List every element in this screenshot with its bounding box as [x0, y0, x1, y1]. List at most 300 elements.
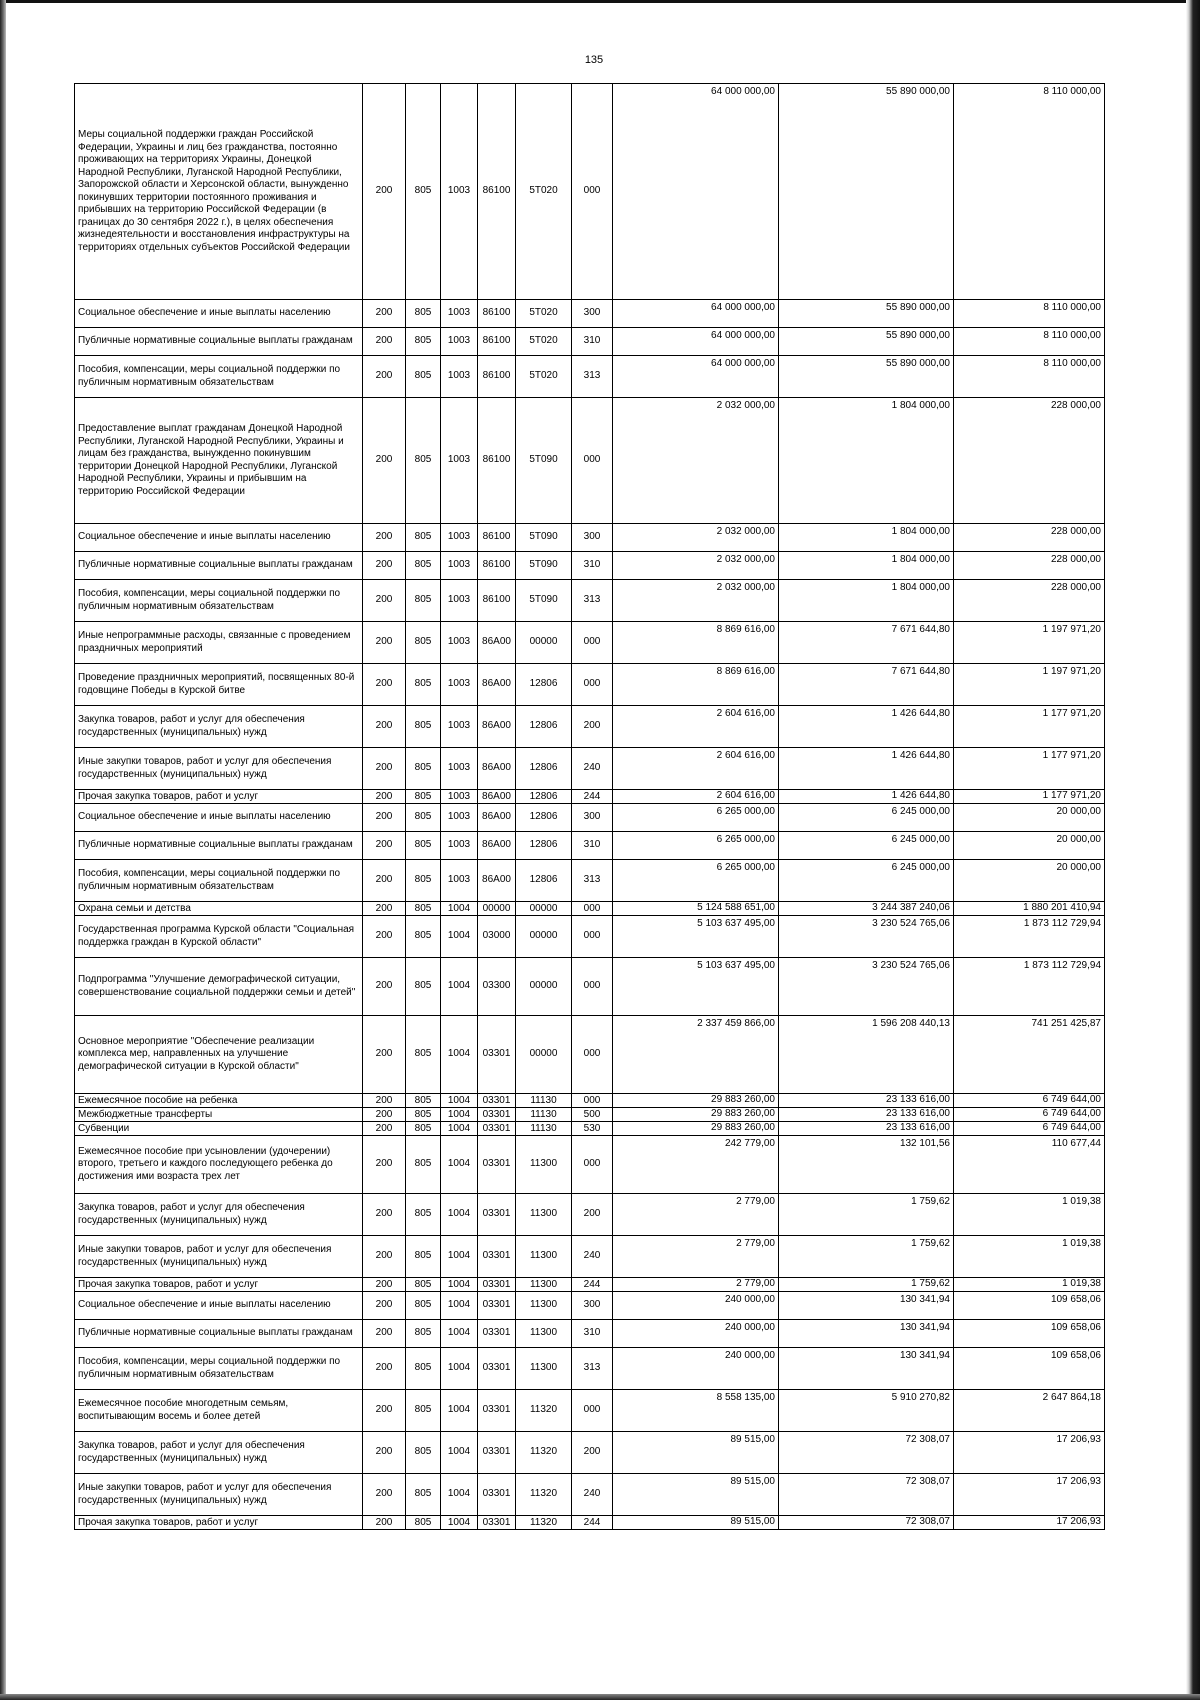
row-name: Социальное обеспечение и иные выплаты населению: [75, 300, 363, 328]
amount-regional: 8 110 000,00: [954, 356, 1105, 398]
table-row: [75, 1348, 1105, 1390]
amount-federal: 72 308,07: [779, 1516, 954, 1530]
row-name: Публичные нормативные социальные выплаты гражданам: [75, 1320, 363, 1348]
code-ministry: 805: [406, 664, 441, 706]
row-name: Социальное обеспечение и иные выплаты населению: [75, 1292, 363, 1320]
code-expense-type: 000: [572, 664, 613, 706]
table-row: [75, 1236, 1105, 1278]
code-expense-type: 000: [572, 1390, 613, 1432]
code-section: 1004: [441, 1320, 478, 1348]
amount-regional: 109 658,06: [954, 1348, 1105, 1390]
table-row: [75, 1278, 1105, 1292]
amount-federal: 6 245 000,00: [779, 860, 954, 902]
code-admin: 200: [363, 1432, 406, 1474]
code-expense-type: 240: [572, 1236, 613, 1278]
code-ministry: 805: [406, 790, 441, 804]
code-ministry: 805: [406, 958, 441, 1016]
code-expense-type: 300: [572, 300, 613, 328]
code-item: 5Т020: [516, 356, 572, 398]
code-ministry: 805: [406, 1122, 441, 1136]
scan-edge-left: [0, 0, 6, 1700]
code-program: 86А00: [478, 832, 516, 860]
amount-regional: 228 000,00: [954, 552, 1105, 580]
code-admin: 200: [363, 1194, 406, 1236]
code-ministry: 805: [406, 300, 441, 328]
amount-total: 29 883 260,00: [613, 1122, 779, 1136]
code-ministry: 805: [406, 1320, 441, 1348]
amount-regional: 1 197 971,20: [954, 664, 1105, 706]
amount-total: 2 604 616,00: [613, 706, 779, 748]
code-section: 1003: [441, 832, 478, 860]
code-expense-type: 300: [572, 804, 613, 832]
row-name: Пособия, компенсации, меры социальной поддержки по публичным нормативным обязательствам: [75, 580, 363, 622]
code-admin: 200: [363, 832, 406, 860]
code-admin: 200: [363, 916, 406, 958]
code-program: 86100: [478, 524, 516, 552]
code-item: 12806: [516, 706, 572, 748]
code-section: 1004: [441, 1122, 478, 1136]
code-ministry: 805: [406, 1390, 441, 1432]
row-name: Субвенции: [75, 1122, 363, 1136]
amount-federal: 7 671 644,80: [779, 664, 954, 706]
code-program: 03301: [478, 1108, 516, 1122]
code-admin: 200: [363, 1136, 406, 1194]
code-item: 11320: [516, 1474, 572, 1516]
amount-federal: 1 426 644,80: [779, 706, 954, 748]
code-expense-type: 310: [572, 1320, 613, 1348]
row-name: Публичные нормативные социальные выплаты гражданам: [75, 552, 363, 580]
amount-regional: 1 019,38: [954, 1278, 1105, 1292]
amount-total: 2 337 459 866,00: [613, 1016, 779, 1094]
amount-total: 240 000,00: [613, 1292, 779, 1320]
code-ministry: 805: [406, 1016, 441, 1094]
amount-federal: 1 804 000,00: [779, 580, 954, 622]
code-item: 00000: [516, 1016, 572, 1094]
row-name: Публичные нормативные социальные выплаты гражданам: [75, 328, 363, 356]
code-admin: 200: [363, 1016, 406, 1094]
code-admin: 200: [363, 552, 406, 580]
code-ministry: 805: [406, 580, 441, 622]
code-ministry: 805: [406, 1348, 441, 1390]
code-admin: 200: [363, 328, 406, 356]
amount-regional: 20 000,00: [954, 832, 1105, 860]
code-expense-type: 000: [572, 1136, 613, 1194]
amount-total: 64 000 000,00: [613, 328, 779, 356]
code-section: 1004: [441, 916, 478, 958]
table-row: [75, 706, 1105, 748]
amount-regional: 1 019,38: [954, 1194, 1105, 1236]
amount-federal: 130 341,94: [779, 1348, 954, 1390]
code-program: 03301: [478, 1016, 516, 1094]
code-program: 03301: [478, 1136, 516, 1194]
code-admin: 200: [363, 790, 406, 804]
code-expense-type: 313: [572, 580, 613, 622]
code-admin: 200: [363, 958, 406, 1016]
table-row: [75, 804, 1105, 832]
amount-federal: 3 244 387 240,06: [779, 902, 954, 916]
amount-total: 2 779,00: [613, 1236, 779, 1278]
code-program: 86А00: [478, 748, 516, 790]
code-item: 5Т090: [516, 398, 572, 524]
amount-total: 2 032 000,00: [613, 552, 779, 580]
scan-edge-top: [0, 0, 1200, 3]
row-name: Прочая закупка товаров, работ и услуг: [75, 790, 363, 804]
amount-total: 5 124 588 651,00: [613, 902, 779, 916]
row-name: Основное мероприятие "Обеспечение реализации комплекса мер, направленных на улучшение демографической ситуации в Курской области": [75, 1016, 363, 1094]
row-name: Прочая закупка товаров, работ и услуг: [75, 1516, 363, 1530]
code-item: 5Т020: [516, 84, 572, 300]
code-program: 86100: [478, 580, 516, 622]
code-program: 86А00: [478, 622, 516, 664]
code-expense-type: 244: [572, 1278, 613, 1292]
amount-total: 2 032 000,00: [613, 524, 779, 552]
code-admin: 200: [363, 1094, 406, 1108]
table-row: [75, 1474, 1105, 1516]
code-expense-type: 500: [572, 1108, 613, 1122]
amount-regional: 2 647 864,18: [954, 1390, 1105, 1432]
code-item: 12806: [516, 664, 572, 706]
code-section: 1003: [441, 804, 478, 832]
code-item: 12806: [516, 860, 572, 902]
table-row: [75, 902, 1105, 916]
code-expense-type: 240: [572, 748, 613, 790]
code-section: 1003: [441, 790, 478, 804]
amount-regional: 109 658,06: [954, 1320, 1105, 1348]
code-section: 1004: [441, 1016, 478, 1094]
code-program: 86А00: [478, 664, 516, 706]
code-section: 1003: [441, 84, 478, 300]
amount-federal: 1 759,62: [779, 1194, 954, 1236]
code-item: 11300: [516, 1136, 572, 1194]
table-row: [75, 1432, 1105, 1474]
amount-total: 240 000,00: [613, 1320, 779, 1348]
code-ministry: 805: [406, 1236, 441, 1278]
code-program: 86А00: [478, 804, 516, 832]
code-section: 1003: [441, 398, 478, 524]
code-item: 11300: [516, 1292, 572, 1320]
row-name: Иные закупки товаров, работ и услуг для обеспечения государственных (муниципальных) нужд: [75, 1236, 363, 1278]
code-admin: 200: [363, 706, 406, 748]
code-ministry: 805: [406, 328, 441, 356]
amount-total: 2 604 616,00: [613, 748, 779, 790]
amount-total: 2 604 616,00: [613, 790, 779, 804]
table-row: [75, 524, 1105, 552]
amount-regional: 228 000,00: [954, 580, 1105, 622]
amount-regional: 110 677,44: [954, 1136, 1105, 1194]
code-admin: 200: [363, 580, 406, 622]
amount-federal: 3 230 524 765,06: [779, 958, 954, 1016]
code-section: 1004: [441, 1108, 478, 1122]
code-program: 86100: [478, 328, 516, 356]
row-name: Государственная программа Курской области "Социальная поддержка граждан в Курской области": [75, 916, 363, 958]
amount-total: 2 779,00: [613, 1194, 779, 1236]
amount-regional: 1 019,38: [954, 1236, 1105, 1278]
code-expense-type: 310: [572, 552, 613, 580]
row-name: Иные непрограммные расходы, связанные с проведением праздничных мероприятий: [75, 622, 363, 664]
code-expense-type: 000: [572, 1016, 613, 1094]
amount-regional: 17 206,93: [954, 1474, 1105, 1516]
table-row: [75, 1320, 1105, 1348]
row-name: Пособия, компенсации, меры социальной поддержки по публичным нормативным обязательствам: [75, 860, 363, 902]
code-admin: 200: [363, 356, 406, 398]
code-program: 03301: [478, 1390, 516, 1432]
amount-regional: 1 873 112 729,94: [954, 916, 1105, 958]
code-program: 86100: [478, 84, 516, 300]
code-section: 1004: [441, 958, 478, 1016]
table-row: [75, 552, 1105, 580]
code-ministry: 805: [406, 860, 441, 902]
code-admin: 200: [363, 902, 406, 916]
code-admin: 200: [363, 1474, 406, 1516]
amount-total: 89 515,00: [613, 1474, 779, 1516]
code-section: 1004: [441, 1432, 478, 1474]
row-name: Подпрограмма "Улучшение демографической ситуации, совершенствование социальной поддержки семьи и детей": [75, 958, 363, 1016]
row-name: Ежемесячное пособие многодетным семьям, воспитывающим восемь и более детей: [75, 1390, 363, 1432]
amount-total: 240 000,00: [613, 1348, 779, 1390]
code-expense-type: 000: [572, 398, 613, 524]
amount-federal: 132 101,56: [779, 1136, 954, 1194]
code-ministry: 805: [406, 804, 441, 832]
row-name: Публичные нормативные социальные выплаты гражданам: [75, 832, 363, 860]
amount-total: 5 103 637 495,00: [613, 958, 779, 1016]
code-program: 03301: [478, 1432, 516, 1474]
code-section: 1004: [441, 902, 478, 916]
amount-federal: 23 133 616,00: [779, 1108, 954, 1122]
amount-federal: 1 596 208 440,13: [779, 1016, 954, 1094]
table-row: [75, 1516, 1105, 1530]
amount-total: 64 000 000,00: [613, 84, 779, 300]
amount-regional: 1 873 112 729,94: [954, 958, 1105, 1016]
amount-total: 64 000 000,00: [613, 300, 779, 328]
code-expense-type: 000: [572, 902, 613, 916]
amount-federal: 1 759,62: [779, 1236, 954, 1278]
row-name: Социальное обеспечение и иные выплаты населению: [75, 524, 363, 552]
code-admin: 200: [363, 1516, 406, 1530]
row-name: Социальное обеспечение и иные выплаты населению: [75, 804, 363, 832]
code-expense-type: 313: [572, 356, 613, 398]
code-admin: 200: [363, 1278, 406, 1292]
code-expense-type: 313: [572, 1348, 613, 1390]
amount-total: 2 032 000,00: [613, 580, 779, 622]
amount-federal: 23 133 616,00: [779, 1094, 954, 1108]
code-section: 1003: [441, 356, 478, 398]
code-ministry: 805: [406, 622, 441, 664]
amount-federal: 6 245 000,00: [779, 832, 954, 860]
code-ministry: 805: [406, 1136, 441, 1194]
code-program: 03301: [478, 1278, 516, 1292]
amount-federal: 1 804 000,00: [779, 398, 954, 524]
row-name: Пособия, компенсации, меры социальной поддержки по публичным нормативным обязательствам: [75, 1348, 363, 1390]
table-row: [75, 300, 1105, 328]
code-program: 86100: [478, 398, 516, 524]
code-admin: 200: [363, 1320, 406, 1348]
table-row: [75, 1136, 1105, 1194]
amount-federal: 1 426 644,80: [779, 748, 954, 790]
amount-federal: 1 804 000,00: [779, 552, 954, 580]
amount-total: 6 265 000,00: [613, 804, 779, 832]
code-item: 00000: [516, 916, 572, 958]
code-section: 1003: [441, 580, 478, 622]
table-row: [75, 916, 1105, 958]
amount-federal: 1 804 000,00: [779, 524, 954, 552]
row-name: Закупка товаров, работ и услуг для обеспечения государственных (муниципальных) нужд: [75, 1432, 363, 1474]
amount-regional: 20 000,00: [954, 804, 1105, 832]
row-name: Иные закупки товаров, работ и услуг для обеспечения государственных (муниципальных) нужд: [75, 748, 363, 790]
code-ministry: 805: [406, 706, 441, 748]
amount-federal: 72 308,07: [779, 1474, 954, 1516]
row-name: Ежемесячное пособие при усыновлении (удочерении) второго, третьего и каждого последующего ребенка до достижения ими возраста трех лет: [75, 1136, 363, 1194]
code-admin: 200: [363, 300, 406, 328]
code-item: 11320: [516, 1432, 572, 1474]
code-expense-type: 200: [572, 1194, 613, 1236]
code-program: 03301: [478, 1122, 516, 1136]
amount-regional: 1 177 971,20: [954, 790, 1105, 804]
amount-total: 8 869 616,00: [613, 664, 779, 706]
code-section: 1004: [441, 1390, 478, 1432]
code-program: 86100: [478, 552, 516, 580]
code-expense-type: 530: [572, 1122, 613, 1136]
code-section: 1003: [441, 552, 478, 580]
code-item: 5Т090: [516, 524, 572, 552]
amount-regional: 228 000,00: [954, 398, 1105, 524]
amount-total: 29 883 260,00: [613, 1108, 779, 1122]
code-section: 1004: [441, 1348, 478, 1390]
code-program: 86А00: [478, 860, 516, 902]
code-section: 1003: [441, 748, 478, 790]
budget-table: [74, 83, 1105, 1530]
amount-federal: 23 133 616,00: [779, 1122, 954, 1136]
row-name: Закупка товаров, работ и услуг для обеспечения государственных (муниципальных) нужд: [75, 706, 363, 748]
table-row: [75, 790, 1105, 804]
table-row: [75, 356, 1105, 398]
code-ministry: 805: [406, 1292, 441, 1320]
code-expense-type: 300: [572, 1292, 613, 1320]
code-section: 1004: [441, 1278, 478, 1292]
amount-federal: 1 426 644,80: [779, 790, 954, 804]
table-row: [75, 748, 1105, 790]
table-row: [75, 1194, 1105, 1236]
code-item: 5Т090: [516, 552, 572, 580]
code-expense-type: 000: [572, 1094, 613, 1108]
amount-regional: 20 000,00: [954, 860, 1105, 902]
code-item: 5Т020: [516, 328, 572, 356]
code-item: 11320: [516, 1516, 572, 1530]
row-name: Межбюджетные трансферты: [75, 1108, 363, 1122]
code-item: 12806: [516, 748, 572, 790]
code-item: 00000: [516, 958, 572, 1016]
code-ministry: 805: [406, 1432, 441, 1474]
amount-federal: 72 308,07: [779, 1432, 954, 1474]
code-expense-type: 000: [572, 622, 613, 664]
row-name: Охрана семьи и детства: [75, 902, 363, 916]
code-program: 86А00: [478, 790, 516, 804]
table-row: [75, 1108, 1105, 1122]
code-section: 1003: [441, 706, 478, 748]
amount-regional: 741 251 425,87: [954, 1016, 1105, 1094]
code-program: 03301: [478, 1516, 516, 1530]
code-admin: 200: [363, 1348, 406, 1390]
amount-regional: 6 749 644,00: [954, 1094, 1105, 1108]
amount-total: 64 000 000,00: [613, 356, 779, 398]
code-item: 00000: [516, 902, 572, 916]
amount-federal: 130 341,94: [779, 1292, 954, 1320]
table-row: [75, 664, 1105, 706]
amount-regional: 8 110 000,00: [954, 328, 1105, 356]
code-admin: 200: [363, 1236, 406, 1278]
table-row: [75, 1122, 1105, 1136]
code-ministry: 805: [406, 398, 441, 524]
code-program: 03301: [478, 1292, 516, 1320]
code-expense-type: 000: [572, 958, 613, 1016]
code-section: 1003: [441, 300, 478, 328]
code-item: 11300: [516, 1194, 572, 1236]
amount-regional: 8 110 000,00: [954, 300, 1105, 328]
table-row: [75, 84, 1105, 300]
code-item: 11300: [516, 1278, 572, 1292]
amount-total: 5 103 637 495,00: [613, 916, 779, 958]
code-program: 03300: [478, 958, 516, 1016]
code-expense-type: 310: [572, 832, 613, 860]
code-expense-type: 244: [572, 790, 613, 804]
code-section: 1004: [441, 1516, 478, 1530]
code-admin: 200: [363, 398, 406, 524]
code-expense-type: 200: [572, 706, 613, 748]
code-ministry: 805: [406, 748, 441, 790]
code-ministry: 805: [406, 1094, 441, 1108]
amount-federal: 55 890 000,00: [779, 84, 954, 300]
amount-regional: 109 658,06: [954, 1292, 1105, 1320]
amount-regional: 6 749 644,00: [954, 1108, 1105, 1122]
amount-regional: 17 206,93: [954, 1432, 1105, 1474]
amount-federal: 55 890 000,00: [779, 300, 954, 328]
code-expense-type: 240: [572, 1474, 613, 1516]
amount-total: 6 265 000,00: [613, 832, 779, 860]
amount-federal: 130 341,94: [779, 1320, 954, 1348]
code-admin: 200: [363, 622, 406, 664]
table-row: [75, 580, 1105, 622]
code-ministry: 805: [406, 356, 441, 398]
code-admin: 200: [363, 1108, 406, 1122]
code-section: 1004: [441, 1194, 478, 1236]
table-row: [75, 622, 1105, 664]
code-admin: 200: [363, 1292, 406, 1320]
code-item: 11300: [516, 1320, 572, 1348]
table-row: [75, 1016, 1105, 1094]
code-expense-type: 300: [572, 524, 613, 552]
code-program: 03301: [478, 1348, 516, 1390]
code-program: 86100: [478, 300, 516, 328]
code-section: 1003: [441, 860, 478, 902]
amount-regional: 228 000,00: [954, 524, 1105, 552]
code-item: 11320: [516, 1390, 572, 1432]
amount-regional: 6 749 644,00: [954, 1122, 1105, 1136]
code-item: 11130: [516, 1108, 572, 1122]
code-expense-type: 000: [572, 84, 613, 300]
amount-total: 6 265 000,00: [613, 860, 779, 902]
amount-total: 8 869 616,00: [613, 622, 779, 664]
code-section: 1004: [441, 1094, 478, 1108]
code-item: 12806: [516, 790, 572, 804]
amount-federal: 3 230 524 765,06: [779, 916, 954, 958]
code-ministry: 805: [406, 552, 441, 580]
page-number: 135: [584, 54, 604, 66]
amount-total: 2 032 000,00: [613, 398, 779, 524]
code-ministry: 805: [406, 1108, 441, 1122]
code-program: 03301: [478, 1474, 516, 1516]
amount-regional: 1 197 971,20: [954, 622, 1105, 664]
amount-total: 29 883 260,00: [613, 1094, 779, 1108]
code-item: 12806: [516, 804, 572, 832]
